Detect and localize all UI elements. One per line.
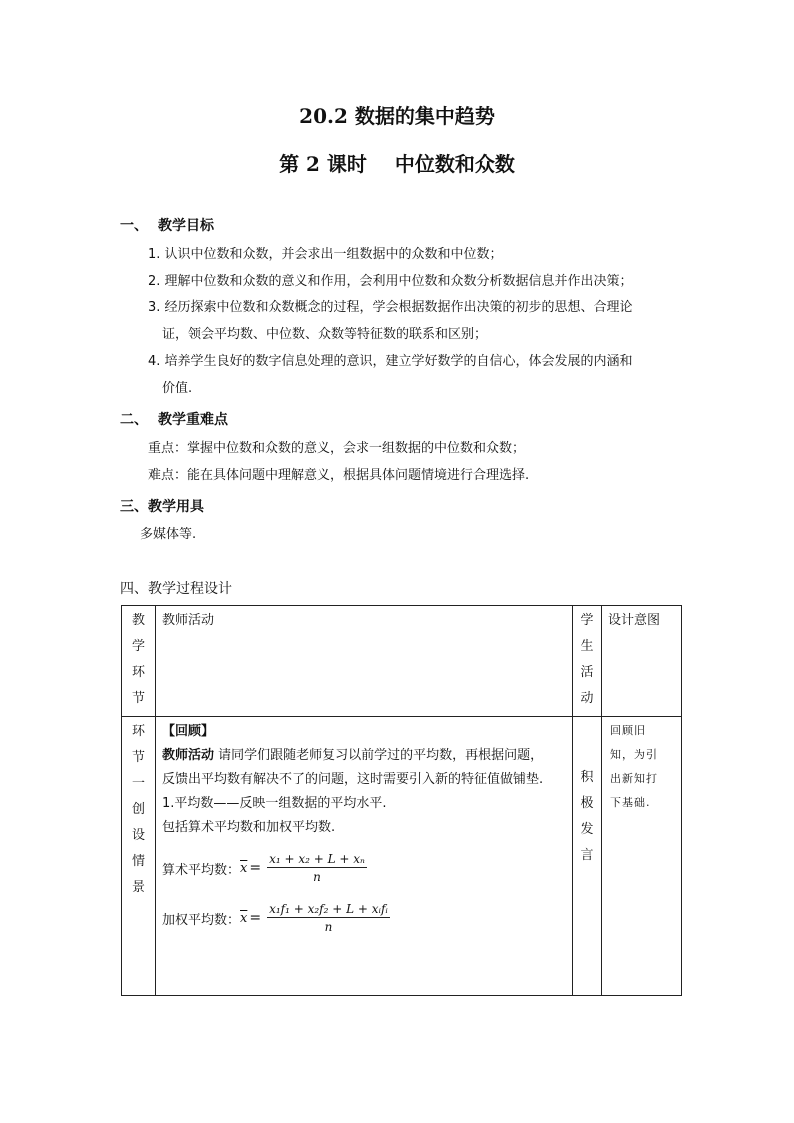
section-heading-process: 四、教学过程设计 — [120, 581, 232, 597]
lesson-topic: 中位数和众数 — [394, 152, 515, 176]
activity-line: 包括算术平均数和加权平均数. — [162, 820, 336, 835]
header-stage: 教 学 环 节 — [122, 606, 156, 717]
page-subtitle — [0, 148, 794, 177]
goal-line: 4. 培养学生良好的数字信息处理的意识，建立学好数学的自信心，体会发展的内涵和 — [148, 354, 633, 369]
goal-line: 证，领会平均数、中位数、众数等特征数的联系和区别； — [162, 327, 488, 342]
goal-line: 2. 理解中位数和众数的意义和作用，会利用中位数和众数分析数据信息并作出决策； — [148, 274, 633, 289]
stage-cell: 环 节 一 创 设 情 景 — [122, 717, 156, 996]
header-teacher-activity: 教师活动 — [156, 606, 573, 717]
difficult-point-line: 难点：能在具体问题中理解意义，根据具体问题情境进行合理选择. — [148, 468, 530, 483]
page-title: 20.2 数据的集中趋势 — [299, 104, 495, 128]
table-header-row — [122, 606, 682, 717]
lesson-number: 第 2 课时 — [279, 152, 367, 176]
lesson-plan-table — [121, 605, 682, 996]
teacher-activity-cell — [156, 717, 573, 996]
key-point-line: 重点：掌握中位数和众数的意义，会求一组数据的中位数和众数； — [148, 441, 526, 456]
weighted-mean-formula: 加权平均数： $\overline{x}$ = $\frac{\text{x₁f₁ + x₂f₂ + L + xᵢfᵢ}}{n}$ — [162, 902, 388, 934]
review-tag: 【回顾】 — [162, 724, 215, 739]
goal-line: 1. 认识中位数和众数，并会求出一组数据中的众数和中位数； — [148, 247, 503, 262]
design-intent-cell: 回顾旧 知，为引 出新知打 下基础. — [602, 717, 682, 996]
student-activity-cell: 积 极 发 言 — [573, 717, 602, 996]
header-design-intent: 设计意图 — [602, 606, 682, 717]
table-row — [122, 717, 682, 996]
goal-line: 价值. — [162, 381, 193, 396]
tools-text: 多媒体等. — [140, 527, 197, 542]
activity-line: 反馈出平均数有解决不了的问题，这时需要引入新的特征值做铺垫. — [162, 772, 544, 787]
header-student-activity: 学 生 活 动 — [573, 606, 602, 717]
section-heading-key-points: 二、 教学重难点 — [120, 412, 228, 428]
section-heading-tools: 三、教学用具 — [120, 499, 204, 515]
activity-line: 1.平均数——反映一组数据的平均水平. — [162, 796, 387, 811]
goal-line: 3. 经历探索中位数和众数概念的过程，学会根据数据作出决策的初步的思想、合理论 — [148, 300, 633, 315]
section-heading-goals: 一、 教学目标 — [120, 218, 214, 234]
arithmetic-mean-formula: 算术平均数： $\overline{x}$ = $\frac{\text{x₁ + x₂ + L + xₙ}}{n}$ — [162, 852, 365, 884]
activity-label: 教师活动 — [162, 748, 215, 763]
activity-line: 教师活动 请同学们跟随老师复习以前学过的平均数，再根据问题， — [162, 748, 544, 763]
